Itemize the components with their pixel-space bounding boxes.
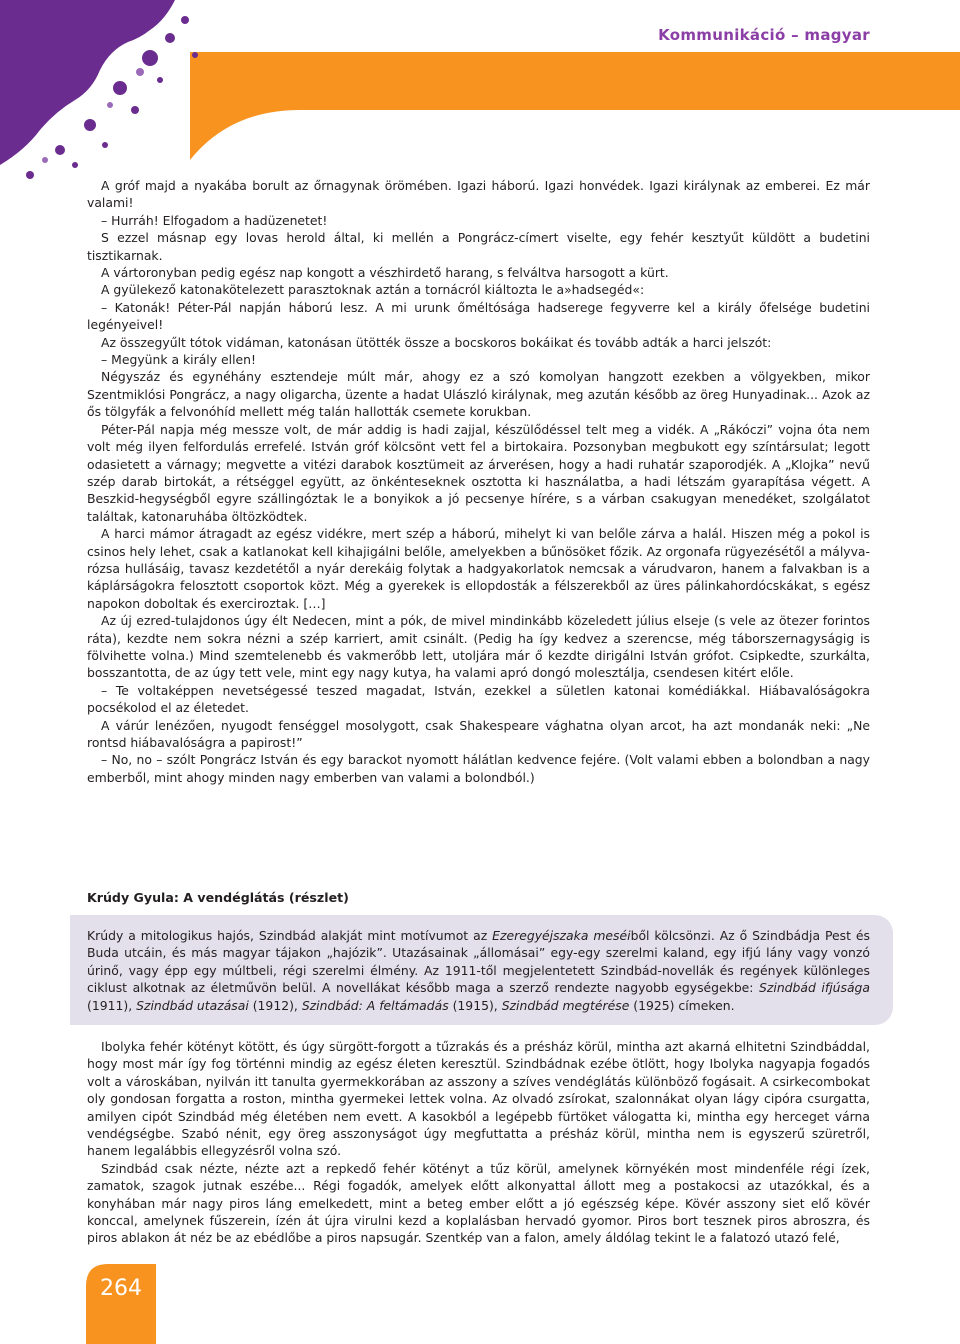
work-title: Szindbád utazásai [136,997,249,1013]
info-box [70,915,893,1025]
paragraph: A gróf majd a nyakába borult az őrnagynak örömében. Igazi háború. Igazi honvédek. Igazi királynak az emberei. Ez már valami! [87,178,870,211]
paragraph: A várúr lenézően, nyugodt fenséggel mosolygott, csak Shakespeare vághatna olyan arcot, ha azt mondanák neki: „Ne rontsd hiábavalóságra a papirost!” [87,717,870,750]
work-title: Szindbád: A feltámadás [301,997,449,1013]
paragraph: Szindbád csak nézte, nézte azt a repkedő fehér kötényt a tűz körül, amelynek környékén most mindenféle régi ízek, zamatok, szagok jutnak eszébe... Régi fogadók, amelyek előtt alkonyattal állott meg a postakocsi az utazókkal, és a konyhában már nagy piros láng emelkedett, mint a beteg ember előtt a jó egészség képe. Kövér asszony siet elő kövér konccal, amelynek fűszerein, ízén át újra virulni kezd a koplalásban hervadó gyomor. Piros bort tesznek piros abroszra, és piros ablakon át néz be az ebédlőbe a piros napsugár. Szentkép van a falon, amely áldólag tekint le a falatozó utazó felé, [87,1160,870,1246]
paragraph: – Katonák! Péter-Pál napján háború lesz. A mi urunk őméltósága hadserege fegyverre kel a király őfelsége budetini legényeivel! [87,299,870,333]
page-number: 264 [100,1276,142,1301]
paragraph: A vártoronyban pedig egész nap kongott a vészhirdető harang, s felváltva harsogott a kürt. [101,265,669,281]
paragraph: S ezzel másnap egy lovas herold által, ki mellén a Pongrácz-címert viselte, egy fehér kesztyűt küldött a budetini tisztikarnak. [87,230,870,263]
info-title-italic: Ezeregyéjszaka meséi [492,928,631,943]
paragraph: – Hurráh! Elfogadom a hadüzenetet! [101,212,328,228]
header-band-shape [190,52,960,160]
paragraph: – No, no – szólt Pongrácz István és egy barackot nyomott hálátlan kedvence fejére. (Volt valami ebben a bolondban a nagy emberből, mint ahogy minden nagy emberben van valami a bolondból.) [87,752,870,785]
work-year: (1925) címeken. [629,997,735,1013]
story-text [87,177,870,786]
info-text: Krúdy a mitologikus hajós, Szindbád alakját mint motívumot az [87,928,493,943]
paragraph: – Megyünk a király ellen! [101,352,256,368]
excerpt-text [87,1038,870,1247]
paragraph: Négyszáz és egynéhány esztendeje múlt már, ahogy ez a szó komolyan hangzott ezekben a völgyekben, mikor Szentmiklósi Pongrácz, a nagy oligarcha, üzente a hadat Ulászló királynak, meg azután később az öreg Hunyadinak... Azok az ős tölgyfák a felvonóhíd mellett még talán hallották csemete korukban. [87,369,870,420]
work-title: Szindbád megtérése [501,997,630,1013]
section-heading: Krúdy Gyula: A vendéglátás (részlet) [87,890,349,905]
paragraph: – Te voltaképpen nevetségessé teszed magadat, István, ezekkel a sületlen katonai komédiákkal. Hiábavalóságokra pocsékolod el az életedet. [87,682,870,716]
paragraph: Péter-Pál napja még messze volt, de már addig is hadi zajjal, készülődéssel telt meg a vidék. A „Rákóczi” vojna óta nem volt még ilyen felfordulás errefelé. István gróf kölcsönt vett fel a birtokaira. Pozsonyban megbukott egy színtársulat; legott odasietett a várnagy; megvette a vitézi darabok kosztümeit az árverésen, hogy a hadi ruhatár szaporodjék. A „Klojka” nevű szép darab birtokát, a rétséggel együtt, az önkénteseknek osztotta ki használatba, a hadi létszám gyarapítása végett. A Beszkid-hegységből egyre szállingóztak le a bonyikok a jó pecsenye hírére, s a várban csakugyan menedéket, szolgálatot találtak, katonaruhába öltözködtek. [87,421,870,524]
work-year: (1912), [248,997,302,1013]
work-title: Szindbád ifjúsága [759,980,870,996]
paint-splash-decoration [0,0,250,190]
paragraph: Az összegyűlt tótok vidáman, katonásan ütötték össze a bocskoros bokáikat és tovább adták a harci jelszót: [101,334,772,350]
paragraph: Ibolyka fehér kötényt kötött, és úgy sürgött-forgott a tűzrakás és a présház körül, mintha azt akarná elhitetni Szindbáddal, hogy most már így fog történni mindig az egész életen keresztül. Szindbádnak ezébe ötlött, hogy Ibolyka nagyapja fogadós volt a városkában, nyilván itt tanulta gyermekkorában az asszony a szíves vendéglátás különböző fogásait. A csirkecombokat oly gondosan forgatta a roston, mintha gyermekei lettek volna. Az olvadó zsírokat, szalonnákat olyan lágy cipóra csurgatta, amilyen cipót Szindbád még életében nem evett. A kasokból a legépebb fürtöket válogatta ki, mintha egy herceget várna vendégségbe. Szabó nénit, egy öreg asszonyságot úgy megfuttatta a présház körül, mintha nem is egyszerű szüretről, hanem legalábbis ellegyzésről volna szó. [87,1039,870,1159]
info-box-text [87,927,870,1014]
paragraph: Az új ezred-tulajdonos úgy élt Nedecen, mint a pók, de mivel mindinkább közeledett július elseje (s vele az ötezer forintos ráta), kezdte nem sokra nézni a szép karriert, amit csinált. (Pedig ha így kedvez a szerencse, még táborszernagyságig is fölvihette volna.) Mind szemtelenebb és vakmerőbb lett, utoljára már ő kezdte dirigálni István grófot. Csipkedte, szurkálta, bosszantotta, de az úgy tett vele, mint egy nagy kutya, ha valami apró dongó molesztálja, csendesen kitért előle. [87,613,870,681]
header-title: Kommunikáció – magyar [658,26,870,44]
info-text: ből kölcsönzi. Az ő Szindbádja Pest és Buda utcáin, és más magyar tájakon „hajózik”. Utazásainak „állomásai” egy-egy szerelmi kaland, egy ifjú lány vagy vonzó úrinő, vagy épp egy múltbeli, régi szerelmi élmény. Az 1911-től megjelentetett Szindbád-novellák és regények különleges ciklust alkotnak az életművön belül. A novellákat később maga a szerző rendezte nagyobb egységekbe: [87,928,870,996]
paragraph: A gyülekező katonakötelezett parasztoknak aztán a tornácról kiáltozta le a»hadsegéd«: [101,282,645,298]
paragraph: A harci mámor átragadt az egész vidékre, mert szép a háború, mihelyt ki van belőle zárva a halál. Hiszen még a pokol is csinos hely lehet, csak a katlanokat kell kihajigálni belőle, amelyekben a bűnösöket főzik. Az orgonafa rügyezésétől a mályva-rózsa hullásáig, tavasz kezdetétől a nyár derekáig folytak a hadgyakorlatok nemcsak a várudvaron, hanem a falvakban is a káplárságokra felosztott csoportok közt. Még a gyerekek is ellopdosták a félszerekből az üres pálinkahordócskákat, s egész napokon doboltak és exerciroztak. […] [87,526,870,611]
work-year: (1915), [448,997,502,1013]
info-box-paragraph [87,927,870,1014]
work-year: (1911), [87,997,137,1013]
